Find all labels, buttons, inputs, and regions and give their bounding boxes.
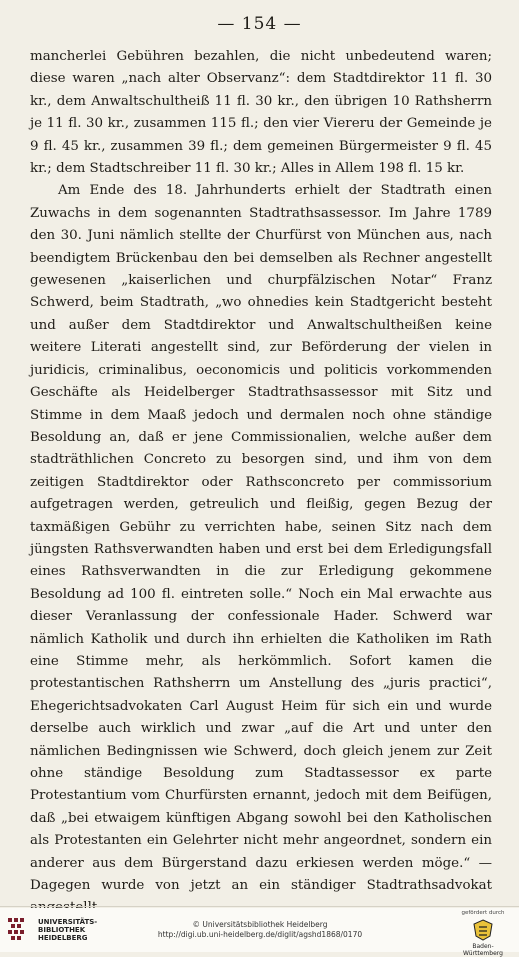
library-line-3: HEIDELBERG: [38, 934, 88, 942]
footer-meta: [120, 920, 400, 940]
funded-by-label: gefördert durch: [461, 910, 505, 916]
library-line-2: BIBLIOTHEK: [38, 926, 86, 934]
funder-name: Baden-Württemberg: [463, 943, 503, 957]
source-url[interactable]: http://digi.ub.uni-heidelberg.de/diglit/agshd1868/0170: [157, 930, 363, 939]
text-block: [30, 46, 492, 920]
footer-divider: [0, 906, 519, 907]
paragraph-1: mancherlei Gebühren bezahlen, die nicht unbedeutend waren; diese waren „nach alter Observanz“: dem Stadtdirektor 11 fl. 30 kr., dem Anwaltschultheiß 11 fl. 30 kr., den übrigen 10 Rathsherrn je 11 fl. 30 kr., zusammen 115 fl.; den vier Viereru der Gemeinde je 9 fl. 45 kr., zusammen 39 fl.; dem gemeinen Bürgermeister 9 fl. 45 kr.; dem Stadtschreiber 11 fl. 30 kr.; Alles in Allem 198 fl. 15 kr.: [30, 49, 492, 177]
footer: [0, 908, 519, 957]
funder-block: [455, 910, 511, 957]
library-line-1: UNIVERSITÄTS-: [38, 918, 98, 926]
paragraph-2: Am Ende des 18. Jahrhunderts erhielt der Stadtrath einen Zuwachs in dem sogenannten Stadtrathsassessor. Im Jahre 1789 den 30. Juni nämlich stellte der Churfürst von München aus, nach beendigtem Brückenbau den bei demselben als Rechner angestellt gewesenen „kaiserlichen und churpfälzischen Notar“ Franz Schwerd, beim Stadtrath, „wo ohnedies kein Stadtgericht besteht und außer dem Stadtdirektor und Anwaltschultheißen keine weitere Literati angestellt sind, zur Beförderung der vielen in juridicis, criminalibus, oeconomicis und politicis vorkommenden Geschäfte als Heidelberger Stadtrathsassessor mit Sitz und Stimme in dem Maaß jedoch und dermalen noch ohne ständige Besoldung an, daß er jene Commissionalien, welche außer dem stadträthlichen Concreto zu besorgen sind, und ihm von dem zeitigen Stadtdirektor oder Rathsconcreto per commissorium aufgetragen werden, getreulich und fleißig, gegen Bezug der taxmäßigen Gebühr zu verrichten habe, seinen Sitz nach dem jüngsten Rathsverwandten haben und erst bei dem Erledigungsfall eines Rathsverwandten in die zur Erledigung gekommene Besoldung ad 100 fl. eintreten solle.“ Noch ein Mal erwachte aus dieser Veranlassung der confessionale Hader. Schwerd war nämlich Katholik und durch ihn erhielten die Katholiken im Rath eine Stimme mehr, als herkömmlich. Sofort kamen die protestantischen Rathsherrn um Anstellung des „juris practici“, Ehegerichtsadvokaten Carl August Heim für sich ein und wurde derselbe auch wirklich und zwar „auf die Art und unter den nämlichen Bedingnissen wie Schwerd, doch gleich jenem zur Zeit ohne ständige Besoldung zum Stadtassessor ex parte Protestantium vom Churfürsten ernannt, jedoch mit dem Beifügen, daß „bei etwaigem künftigen Abgang sowohl bei den Katholischen als Protestanten ein Gelehrter nicht mehr angeordnet, sondern ein anderer aus dem Bürgerstand dazu erkiesen werden möge.“ — Dagegen wurde von jetzt an ein ständiger Stadtrathsadvokat: [30, 183, 492, 894]
page-number: — 154 —: [217, 14, 302, 34]
baden-wuerttemberg-logo-icon: [471, 918, 495, 942]
library-name: [38, 918, 97, 942]
copyright-notice: © Universitätsbibliothek Heidelberg: [192, 920, 328, 929]
